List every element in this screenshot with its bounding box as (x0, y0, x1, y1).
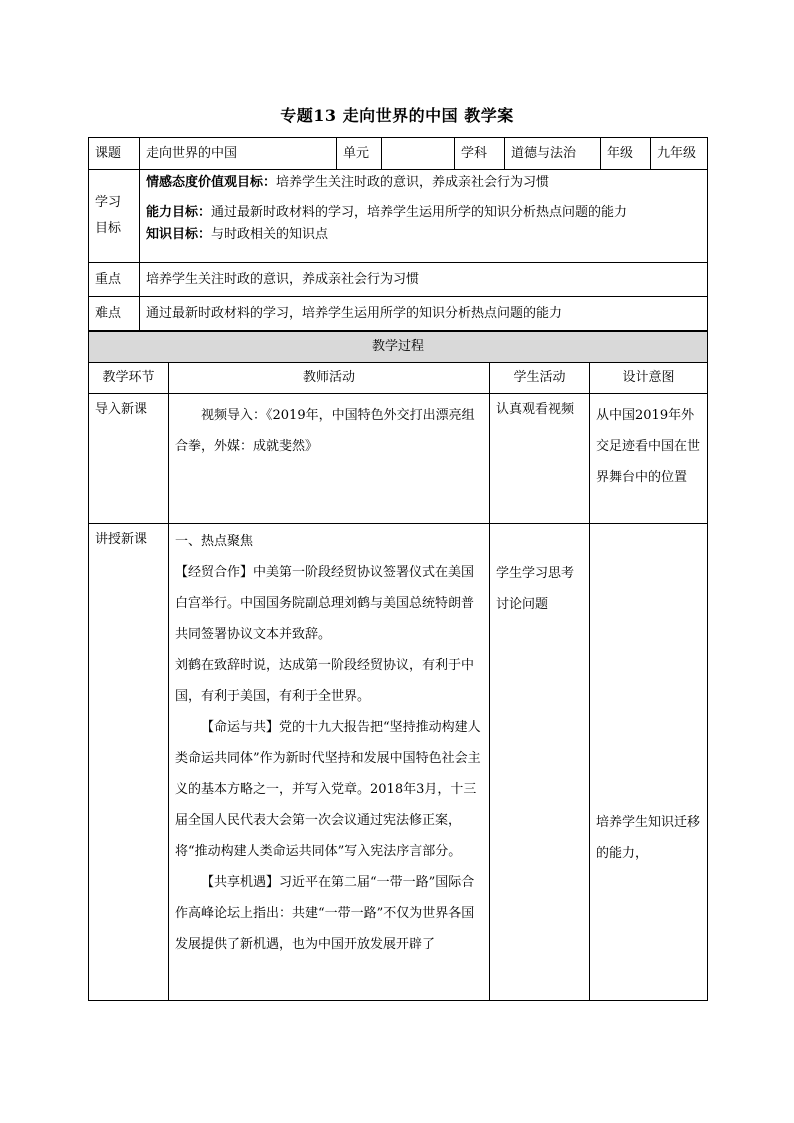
key-point-row (89, 263, 708, 297)
liu-he-paragraph: 刘鹤在致辞时说，达成第一阶段经贸协议，有利于中国，有利于美国，有利于全世界。 (175, 658, 475, 704)
intro-student: 认真观看视频 (490, 394, 590, 524)
intro-intent: 从中国2019年外交足迹看中国在世界舞台中的位置 (590, 394, 708, 524)
objectives-label-line2: 目标 (95, 221, 122, 236)
grade-label: 年级 (601, 138, 651, 170)
hot-topics-heading: 一、热点聚焦 (175, 534, 254, 549)
new-student: 学生学习思考讨论问题 (490, 524, 590, 1001)
community-paragraph: 【命运与共】党的十九大报告把“坚持推动构建人类命运共同体”作为新时代坚持和发展中国特色社会主义的基本方略之一，并写入党章。2018年3月，十三届全国人民代表大会第一次会议通过宪法修正案，将“推动构建人类命运共同体”写入宪法序言部分。 (175, 720, 481, 859)
new-teacher (169, 524, 490, 1001)
difficulty-label: 难点 (89, 297, 140, 331)
unit-value (382, 138, 455, 170)
knowledge-objective-text: 与时政相关的知识点 (211, 227, 329, 242)
subject-value: 道德与法治 (505, 138, 601, 170)
lesson-info-table (88, 137, 708, 331)
info-row (89, 138, 708, 170)
topic-value: 走向世界的中国 (140, 138, 337, 170)
process-header: 教学过程 (89, 332, 708, 363)
unit-label: 单元 (337, 138, 382, 170)
trade-paragraph: 【经贸合作】中美第一阶段经贸协议签署仪式在美国白宫举行。中国国务院副总理刘鹤与美国总统特朗普共同签署协议文本并致辞。 (175, 565, 475, 642)
belt-road-paragraph: 【共享机遇】习近平在第二届“一带一路”国际合作高峰论坛上指出：共建“一带一路”不仅为世界各国发展提供了新机遇，也为中国开放发展开辟了 (175, 875, 475, 952)
column-student: 学生活动 (490, 363, 590, 394)
emotion-objective (146, 172, 701, 194)
new-intent: 培养学生知识迁移的能力， (590, 524, 708, 1001)
intro-row (89, 394, 708, 524)
subject-label: 学科 (455, 138, 505, 170)
difficulty-row (89, 297, 708, 331)
column-stage: 教学环节 (89, 363, 169, 394)
topic-label: 课题 (89, 138, 140, 170)
grade-value: 九年级 (651, 138, 708, 170)
emotion-objective-label: 情感态度价值观目标： (146, 175, 277, 190)
ability-objective-text: 通过最新时政材料的学习，培养学生运用所学的知识分析热点问题的能力 (211, 205, 628, 220)
key-point-text: 培养学生关注时政的意识，养成亲社会行为习惯 (140, 263, 708, 297)
page-title: 专题13 走向世界的中国 教学案 (280, 106, 514, 125)
difficulty-text: 通过最新时政材料的学习，培养学生运用所学的知识分析热点问题的能力 (140, 297, 708, 331)
column-header-row (89, 363, 708, 394)
column-intent: 设计意图 (590, 363, 708, 394)
key-point-label: 重点 (89, 263, 140, 297)
ability-objective-label: 能力目标： (146, 205, 212, 220)
intro-stage: 导入新课 (89, 394, 169, 524)
objectives-row (89, 170, 708, 263)
ability-objective (146, 202, 701, 224)
new-stage: 讲授新课 (89, 524, 169, 1001)
knowledge-objective (146, 224, 701, 246)
objectives-label (89, 170, 140, 263)
intro-teacher: 视频导入：《2019年，中国特色外交打出漂亮组合拳，外媒：成就斐然》 (169, 394, 490, 524)
objectives-content (140, 170, 708, 263)
objectives-label-line1: 学习 (95, 195, 122, 210)
teaching-process-table (88, 331, 708, 1001)
emotion-objective-text: 培养学生关注时政的意识，养成亲社会行为习惯 (276, 175, 550, 190)
process-header-row (89, 332, 708, 363)
column-teacher: 教师活动 (169, 363, 490, 394)
new-lesson-row (89, 524, 708, 1001)
knowledge-objective-label: 知识目标： (146, 227, 212, 242)
